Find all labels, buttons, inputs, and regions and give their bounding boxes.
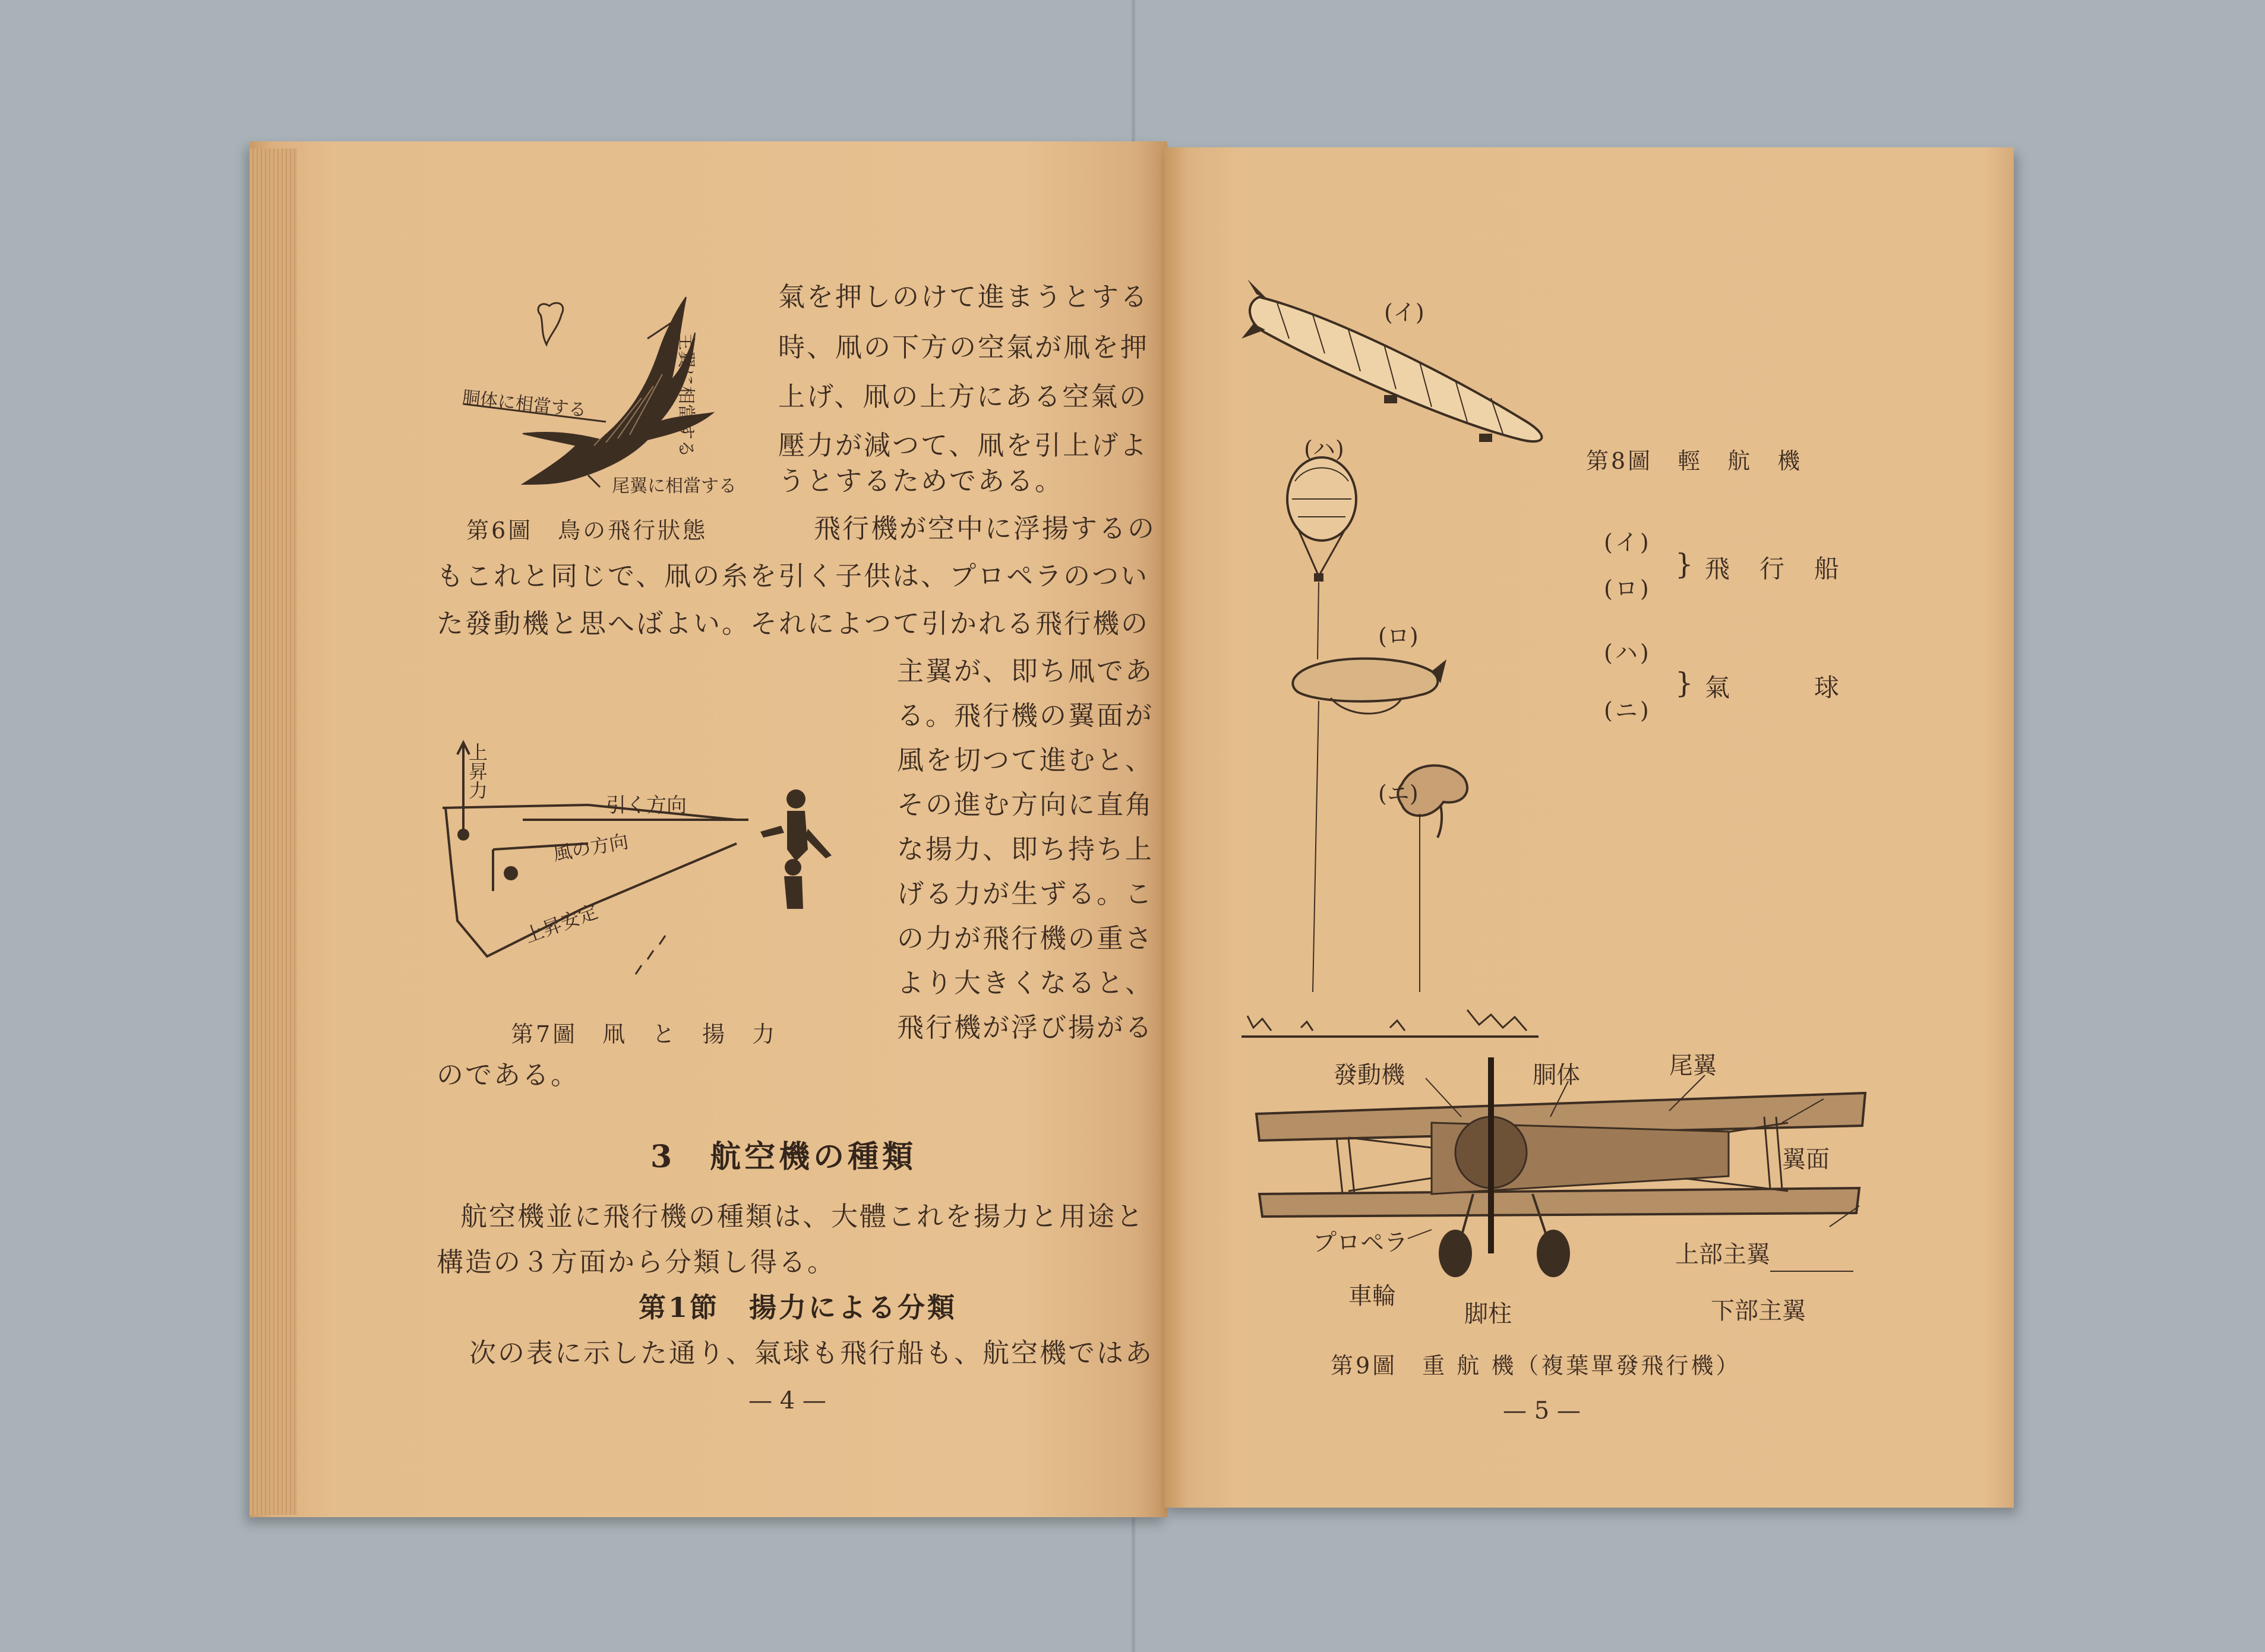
- fig9-label-strut: 脚柱: [1464, 1300, 1512, 1328]
- legend-brace-icon: }: [1675, 548, 1696, 581]
- fig9-caption: 第9圖 重 航 機（複葉單發飛行機）: [1331, 1353, 1741, 1379]
- fig9-label-upper-wing: 上部主翼: [1675, 1241, 1770, 1268]
- fig7-caption: 第7圖 凧 と 揚 力: [511, 1021, 778, 1047]
- text-line: 風を切つて進むと、: [897, 744, 1154, 776]
- fig6-label-tail: 尾翼に相當する: [612, 476, 737, 497]
- fig8-label-ro: (ロ): [1378, 623, 1419, 649]
- section-heading: 3 航空機の種類: [650, 1139, 917, 1175]
- fig9-label-tail: 尾翼: [1669, 1052, 1717, 1079]
- fig8-legend-text: 氣 球: [1705, 673, 1842, 702]
- fig8-label-ni: (ニ): [1378, 781, 1419, 807]
- text-line: もこれと同じで、凧の糸を引く子供は、プロペラのつい: [437, 560, 1149, 592]
- text-line: 構造の３方面から分類し得る。: [437, 1246, 836, 1278]
- kite-outline: [443, 805, 737, 956]
- text-line: その進む方向に直角: [897, 789, 1154, 820]
- fig8-label-i: (イ): [1384, 299, 1424, 326]
- text-line: の力が飛行機の重さ: [897, 923, 1154, 954]
- fig9-label-lower-wing: 下部主翼: [1711, 1297, 1806, 1325]
- fig8-caption: 第8圖 輕 航 機: [1586, 448, 1803, 474]
- fig6-pointer-tail: [588, 475, 600, 487]
- page-edge-stack: [249, 149, 297, 1515]
- fig6-label-body: 胴体に相當する: [461, 387, 587, 421]
- text-line: 飛行機が浮び揚がる: [897, 1012, 1154, 1043]
- free-balloon-icon: [1287, 457, 1356, 659]
- text-line: 壓力が減つて、凧を引上げよ: [778, 429, 1149, 461]
- fig9-label-wing: 翼面: [1782, 1146, 1830, 1173]
- text-line: げる力が生ずる。こ: [897, 878, 1154, 909]
- text-line: 氣を押しのけて進まうとする: [778, 281, 1149, 312]
- fig8-label-ha: (ハ): [1304, 436, 1344, 462]
- fig7-label-wind: 風の方向: [551, 830, 630, 866]
- kite-figure-icon: [457, 829, 518, 880]
- blimp-icon: [1293, 659, 1446, 992]
- text-line: る。飛行機の翼面が: [897, 700, 1154, 731]
- fig8-legend-mark: (ハ): [1604, 640, 1651, 666]
- fig9-biplane-illustration: [1253, 1057, 1865, 1307]
- fig7-label-lift: 上昇力: [466, 743, 488, 800]
- fig8-legend-mark: (ニ): [1604, 697, 1651, 724]
- fig9-label-fuselage: 胴体: [1533, 1062, 1580, 1089]
- fig8-legend-mark: (ロ): [1604, 576, 1651, 602]
- text-line: な揚力、即ち持ち上: [897, 833, 1154, 865]
- text-line: た發動機と思へばよい。それによつて引かれる飛行機の: [437, 608, 1150, 639]
- page-number-left: — 4 —: [748, 1387, 826, 1414]
- lower-wing-icon: [1259, 1188, 1859, 1217]
- string-dashes: [636, 936, 665, 974]
- fig9-label-wheel: 車輪: [1348, 1283, 1396, 1310]
- text-line: 飛行機が空中に浮揚するの: [814, 513, 1157, 544]
- text-line: 主翼が、即ち凧であ: [897, 655, 1154, 687]
- child-figure-2-icon: [784, 859, 803, 909]
- fig6-caption: 第6圖 鳥の飛行狀態: [466, 517, 708, 544]
- text-line: 次の表に示した通り、氣球も飛行船も、航空機ではあ: [469, 1337, 1154, 1369]
- text-line: 航空機並に飛行機の種類は、大體これを揚力と用途と: [460, 1201, 1145, 1232]
- ground-line-icon: [1242, 1010, 1539, 1037]
- page-number-right: — 5 —: [1503, 1397, 1581, 1424]
- fig8-legend-text: 飛 行 船: [1705, 554, 1842, 583]
- fig9-label-engine: 發動機: [1334, 1062, 1405, 1089]
- legend-brace-icon: }: [1675, 667, 1696, 700]
- fig8-legend-mark: (イ): [1604, 529, 1651, 555]
- text-line: 時、凧の下方の空氣が凧を押: [778, 331, 1149, 363]
- fig7-label-pull: 引く方向: [606, 794, 687, 817]
- child-figure-icon: [760, 789, 832, 861]
- text-line: 上げ、凧の上方にある空氣の: [778, 381, 1148, 412]
- wheel-icon: [1439, 1230, 1570, 1277]
- fig6-label-wing: 主翼に相當する: [675, 333, 696, 457]
- fig7-label-stable: 上昇安定: [522, 900, 601, 947]
- fig9-label-propeller: プロペラ: [1313, 1229, 1408, 1256]
- small-bird-icon: [538, 303, 563, 345]
- text-line: うとするためである。: [778, 465, 1064, 497]
- text-line: より大きくなると、: [897, 967, 1154, 999]
- fig8-lighter-than-air-illustration: [1242, 267, 1574, 1045]
- subsection-heading: 第1節 揚力による分類: [639, 1291, 958, 1324]
- fig7-kite-illustration: [440, 731, 879, 980]
- text-line: のである。: [437, 1059, 580, 1091]
